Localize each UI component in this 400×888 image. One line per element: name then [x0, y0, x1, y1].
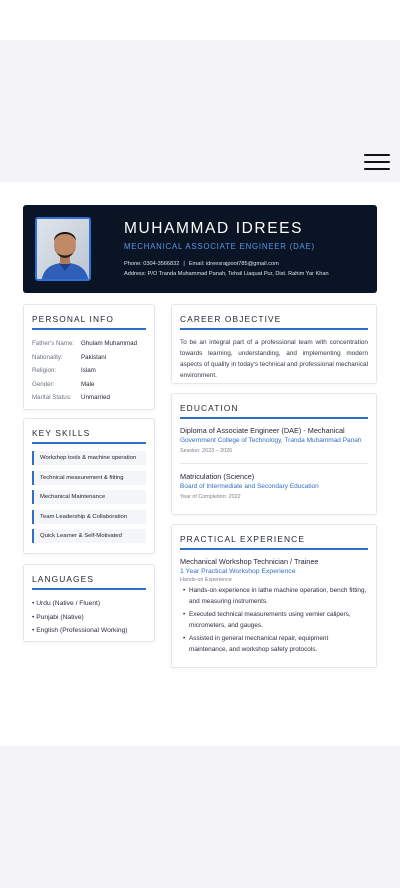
education-entry: [180, 472, 368, 500]
section-rule: [180, 548, 368, 550]
info-label: Gender:: [32, 380, 55, 388]
profile-photo: [35, 217, 91, 281]
education-card: [171, 393, 377, 515]
experience-type: Hands-on Experience: [180, 577, 232, 583]
info-label: Nationality:: [32, 353, 63, 361]
skill-item: Quick Learner & Self-Motivated: [32, 529, 146, 543]
career-objective-card: [171, 304, 377, 384]
experience-bullet: • Assisted in general mechanical repair, equipment maintenance, and workshop safety protocols.: [180, 634, 368, 655]
section-rule: [180, 417, 368, 419]
info-label: Father's Name:: [32, 340, 75, 348]
info-row: [32, 337, 146, 351]
language-item: • Urdu (Native / Fluent): [32, 600, 101, 608]
phone-text: Phone: 0304-3566832: [124, 261, 180, 267]
hamburger-menu-icon[interactable]: [364, 152, 390, 172]
address-text: Address: P/O Tranda Muhammad Panah, Tehsil Liaquat Pur, Dist. Rahim Yar Khan: [124, 271, 329, 277]
contact-line: [124, 261, 279, 267]
section-rule: [32, 588, 146, 590]
info-value: Islam: [81, 367, 96, 375]
profile-photo-image: [37, 219, 91, 281]
info-value: Ghulam Muhammad: [81, 340, 138, 348]
info-row: [32, 391, 146, 405]
practical-experience-card: [171, 524, 377, 668]
job-title: Mechanical Workshop Technician / Trainee: [180, 557, 319, 566]
section-rule: [32, 328, 146, 330]
career-objective-text: To be an integral part of a professional team with concentration towards learning, understanding, and implementing modern aspects of quality in today's technical and professional mechanical environment.: [180, 339, 368, 379]
career-objective-heading: CAREER OBJECTIVE: [180, 314, 282, 324]
education-heading: EDUCATION: [180, 403, 239, 413]
candidate-name: MUHAMMAD IDREES: [124, 220, 304, 237]
language-item: • Punjabi (Native): [32, 613, 84, 621]
skill-item: Team Leadership & Collaboration: [32, 510, 146, 524]
language-item: • English (Professional Working): [32, 627, 128, 635]
education-session: Session: 2023 – 2026: [180, 448, 233, 454]
experience-bullets: [180, 586, 368, 656]
institution-name: Board of Intermediate and Secondary Education: [180, 483, 319, 490]
info-row: [32, 364, 146, 378]
experience-bullet: • Executed technical measurements using vernier calipers, micrometers, and gauges.: [180, 610, 368, 631]
resume-page: [0, 182, 400, 746]
skill-item: Technical measurement & fitting: [32, 471, 146, 485]
personal-info-heading: PERSONAL INFO: [32, 314, 114, 324]
languages-card: [23, 564, 155, 642]
entry-divider: [180, 463, 368, 464]
degree-title: Matriculation (Science): [180, 472, 255, 481]
info-value: Unmarried: [81, 394, 110, 402]
resume-header: [23, 205, 377, 293]
section-rule: [32, 442, 146, 444]
info-label: Religion:: [32, 367, 57, 375]
education-session: Year of Completion: 2022: [180, 494, 241, 500]
info-label: Marital Status:: [32, 394, 72, 402]
section-rule: [180, 328, 368, 330]
info-value: Pakistani: [81, 353, 107, 361]
info-row: [32, 378, 146, 392]
email-link[interactable]: Email: idreesrajpoot785@gmail.com: [188, 261, 279, 267]
key-skills-card: [23, 418, 155, 554]
key-skills-heading: KEY SKILLS: [32, 428, 91, 438]
skill-item: Workshop tools & machine operation: [32, 451, 146, 465]
practical-experience-heading: PRACTICAL EXPERIENCE: [180, 534, 306, 544]
skill-item: Mechanical Maintenance: [32, 490, 146, 504]
languages-heading: LANGUAGES: [32, 574, 95, 584]
top-bar: [0, 0, 400, 40]
experience-duration: 1 Year Practical Workshop Experience: [180, 568, 296, 575]
info-value: Male: [81, 380, 95, 388]
candidate-title: MECHANICAL ASSOCIATE ENGINEER (DAE): [124, 242, 315, 251]
degree-title: Diploma of Associate Engineer (DAE) - Mechanical: [180, 426, 345, 435]
personal-info-card: [23, 304, 155, 410]
institution-name: Government College of Technology, Tranda Muhammad Panah: [180, 437, 362, 444]
education-entry: [180, 426, 368, 454]
contact-separator: |: [183, 261, 185, 267]
info-row: [32, 351, 146, 365]
experience-bullet: • Hands-on experience in lathe machine operation, bench fitting, and measuring instruments.: [180, 586, 368, 607]
